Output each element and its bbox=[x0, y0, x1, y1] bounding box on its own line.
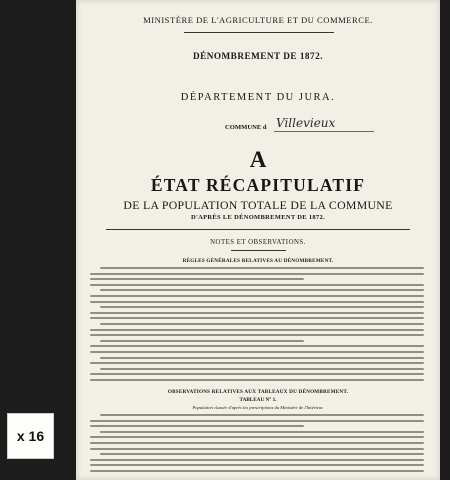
text-line bbox=[90, 425, 304, 427]
commune-label: COMMUNE d bbox=[225, 124, 267, 131]
text-line bbox=[90, 373, 424, 375]
text-line bbox=[90, 295, 424, 297]
text-line bbox=[90, 345, 424, 347]
text-line bbox=[100, 431, 424, 433]
text-line bbox=[100, 267, 424, 269]
text-line bbox=[100, 306, 424, 308]
text-line bbox=[90, 470, 424, 472]
text-line bbox=[90, 448, 424, 450]
subtitle: DE LA POPULATION TOTALE DE LA COMMUNE bbox=[123, 198, 393, 212]
rules-text-block bbox=[90, 266, 426, 386]
text-line bbox=[90, 329, 424, 331]
form-letter: A bbox=[249, 147, 267, 172]
text-line bbox=[90, 442, 424, 444]
divider bbox=[231, 250, 286, 251]
observations-text-block bbox=[90, 413, 426, 477]
text-line bbox=[90, 379, 424, 381]
text-line bbox=[90, 273, 424, 275]
text-line bbox=[90, 436, 424, 438]
archive-tag bbox=[7, 413, 54, 459]
text-line bbox=[90, 317, 424, 319]
notes-heading: NOTES ET OBSERVATIONS. bbox=[210, 239, 306, 246]
archive-tag-label: x 16 bbox=[16, 428, 45, 444]
text-line bbox=[100, 340, 304, 342]
commune-handwritten-name: Villevieux bbox=[276, 116, 336, 130]
text-line bbox=[100, 414, 424, 416]
ministry-header: MINISTÈRE DE L'AGRICULTURE ET DU COMMERCE. bbox=[143, 15, 373, 25]
table-heading: TABLEAU N° 1. bbox=[239, 397, 277, 403]
text-line bbox=[90, 464, 424, 466]
text-line bbox=[90, 351, 424, 353]
main-title: ÉTAT RÉCAPITULATIF bbox=[150, 175, 366, 195]
text-line bbox=[90, 301, 424, 303]
subtitle-small: D'APRÈS LE DÉNOMBREMENT DE 1872. bbox=[191, 214, 325, 221]
text-line bbox=[90, 459, 424, 461]
text-line bbox=[90, 334, 424, 336]
document-page bbox=[76, 0, 440, 480]
text-line bbox=[90, 312, 424, 314]
observations-heading: OBSERVATIONS RELATIVES AUX TABLEAUX DU DÉNOMBREMENT. bbox=[167, 389, 349, 395]
population-note: Population classée d'après les prescriptions du Ministère de l'Intérieur. bbox=[192, 405, 324, 410]
text-line bbox=[100, 357, 424, 359]
text-line bbox=[90, 278, 304, 280]
text-line bbox=[90, 362, 424, 364]
divider bbox=[184, 32, 334, 33]
text-line bbox=[100, 323, 424, 325]
text-line bbox=[90, 284, 424, 286]
text-line bbox=[100, 368, 424, 370]
text-line bbox=[100, 289, 424, 291]
census-title: DÉNOMBREMENT DE 1872. bbox=[192, 51, 324, 61]
divider bbox=[106, 229, 410, 230]
rules-heading: RÈGLES GÉNÉRALES RELATIVES AU DÉNOMBREMENT. bbox=[182, 258, 334, 264]
commune-fill-line bbox=[274, 131, 374, 132]
text-line bbox=[90, 420, 424, 422]
text-line bbox=[100, 453, 424, 455]
department-title: DÉPARTEMENT DU JURA. bbox=[180, 92, 336, 103]
